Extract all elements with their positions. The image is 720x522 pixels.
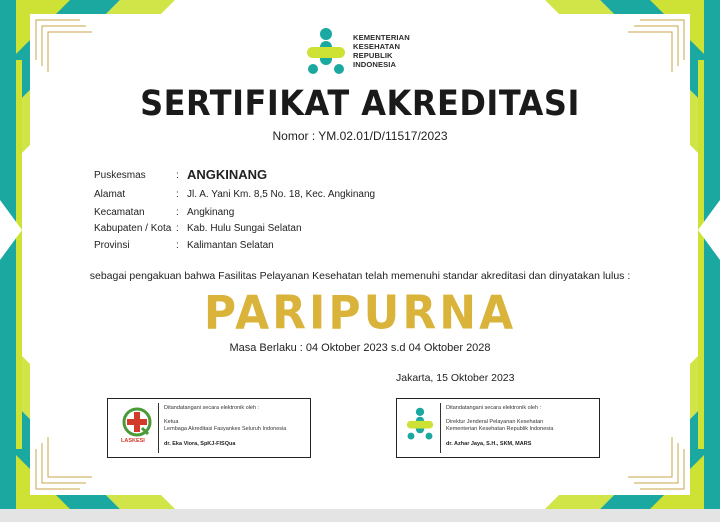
- signature-divider: [158, 403, 159, 453]
- field-colon: :: [176, 223, 179, 234]
- field-value: Kalimantan Selatan: [187, 240, 274, 251]
- page-bottom-strip: [0, 509, 720, 522]
- laskesi-logo-icon: [122, 407, 152, 437]
- signer-organization: Kementerian Kesehatan Republik Indonesia: [446, 426, 554, 432]
- signature-divider: [440, 403, 441, 453]
- field-colon: :: [176, 240, 179, 251]
- place-date: Jakarta, 15 Oktober 2023: [396, 372, 515, 384]
- ministry-line: REPUBLIK: [353, 51, 393, 60]
- signer-name: dr. Eka Viora, SpKJ-FISQua: [164, 441, 236, 447]
- signer-role: Ketua: [164, 419, 179, 425]
- ministry-line: KEMENTERIAN: [353, 33, 410, 42]
- field-colon: :: [176, 207, 179, 218]
- accreditation-statement: sebagai pengakuan bahwa Fasilitas Pelayanan Kesehatan telah memenuhi standar akreditasi dan dinyatakan lulus :: [89, 270, 631, 282]
- accreditation-status: PARIPURNA: [203, 286, 517, 341]
- ministry-logo-icon: [303, 27, 349, 79]
- signature-box-left: [107, 398, 311, 458]
- field-value: Kab. Hulu Sungai Selatan: [187, 223, 302, 234]
- laskesi-logo-text: LASKESI: [121, 438, 145, 444]
- signed-electronically-text: Ditandatangani secara elektronik oleh :: [446, 405, 542, 411]
- field-label: Kecamatan: [94, 207, 145, 218]
- ministry-logo-icon: [404, 407, 436, 443]
- field-label: Puskesmas: [94, 170, 146, 181]
- signature-box-right: [396, 398, 600, 458]
- signer-organization: Lembaga Akreditasi Fasyankes Seluruh Indonesia: [164, 426, 287, 432]
- ministry-line: INDONESIA: [353, 60, 397, 69]
- field-value: Angkinang: [187, 207, 235, 218]
- field-value: ANGKINANG: [187, 167, 268, 182]
- field-label: Alamat: [94, 189, 126, 200]
- field-label: Kabupaten / Kota: [94, 223, 172, 234]
- signed-electronically-text: Ditandatangani secara elektronik oleh :: [164, 405, 260, 411]
- field-colon: :: [176, 189, 179, 200]
- signer-name: dr. Azhar Jaya, S.H., SKM, MARS: [446, 441, 532, 447]
- field-colon: :: [176, 170, 179, 181]
- certificate-number: Nomor : YM.02.01/D/11517/2023: [272, 129, 448, 143]
- ministry-name: [353, 33, 410, 69]
- field-label: Provinsi: [94, 240, 130, 251]
- ministry-logo: [303, 27, 421, 79]
- signer-role: Direktur Jenderal Pelayanan Kesehatan: [446, 419, 544, 425]
- field-value: Jl. A. Yani Km. 8,5 No. 18, Kec. Angkinang: [187, 189, 376, 200]
- certificate-title: SERTIFIKAT AKREDITASI: [140, 82, 580, 124]
- ministry-line: KESEHATAN: [353, 42, 401, 51]
- validity-period: Masa Berlaku : 04 Oktober 2023 s.d 04 Oktober 2028: [229, 342, 491, 354]
